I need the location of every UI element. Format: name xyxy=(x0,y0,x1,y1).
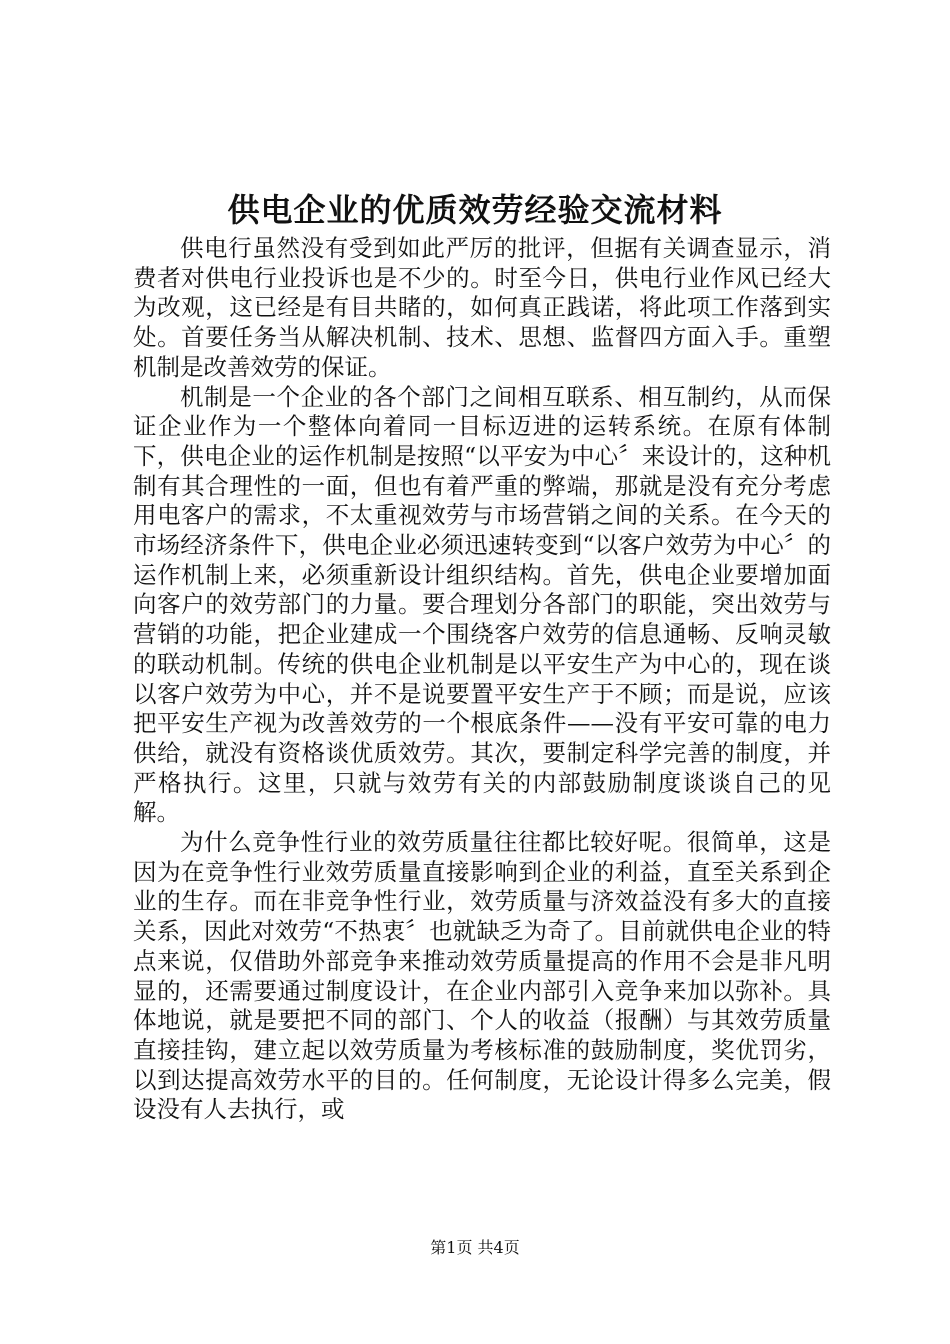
document-body xyxy=(133,234,831,1125)
paragraph-3: 为什么竞争性行业的效劳质量往往都比较好呢。很简单，这是因为在竞争性行业效劳质量直接影响到企业的利益，直至关系到企业的生存。而在非竞争性行业，效劳质量与济效益没有多大的直接关系，因此对效劳“不热衷〞也就缺乏为奇了。目前就供电企业的特点来说，仅借助外部竞争来推动效劳质量提高的作用不会是非凡明显的，还需要通过制度设计，在企业内部引入竞争来加以弥补。具体地说，就是要把不同的部门、个人的收益（报酬）与其效劳质量直接挂钩，建立起以效劳质量为考核标准的鼓励制度，奖优罚劣，以到达提高效劳水平的目的。任何制度，无论设计得多么完美，假设没有人去执行，或 xyxy=(133,828,831,1124)
paragraph-1: 供电行虽然没有受到如此严厉的批评，但据有关调查显示，消费者对供电行业投诉也是不少的。时至今日，供电行业作风已经大为改观，这已经是有目共睹的，如何真正践诺，将此项工作落到实处。首要任务当从解决机制、技术、思想、监督四方面入手。重塑机制是改善效劳的保证。 xyxy=(133,234,831,381)
page-number-footer: 第1页 共4页 xyxy=(430,1238,520,1257)
paragraph-2: 机制是一个企业的各个部门之间相互联系、相互制约，从而保证企业作为一个整体向着同一目标迈进的运转系统。在原有体制下，供电企业的运作机制是按照“以平安为中心〞来设计的，这种机制有其合理性的一面，但也有着严重的弊端，那就是没有充分考虑用电客户的需求，不太重视效劳与市场营销之间的关系。在今天的市场经济条件下，供电企业必须迅速转变到“以客户效劳为中心〞的运作机制上来，必须重新设计组织结构。首先，供电企业要增加面向客户的效劳部门的力量。要合理划分各部门的职能，突出效劳与营销的功能，把企业建成一个围绕客户效劳的信息通畅、反响灵敏的联动机制。传统的供电企业机制是以平安生产为中心的，现在谈以客户效劳为中心，并不是说要置平安生产于不顾；而是说，应该把平安生产视为改善效劳的一个根底条件——没有平安可靠的电力供给，就没有资格谈优质效劳。其次，要制定科学完善的制度，并严格执行。这里，只就与效劳有关的内部鼓励制度谈谈自己的见解。 xyxy=(133,382,831,827)
document-title: 供电企业的优质效劳经验交流材料 xyxy=(227,191,723,229)
